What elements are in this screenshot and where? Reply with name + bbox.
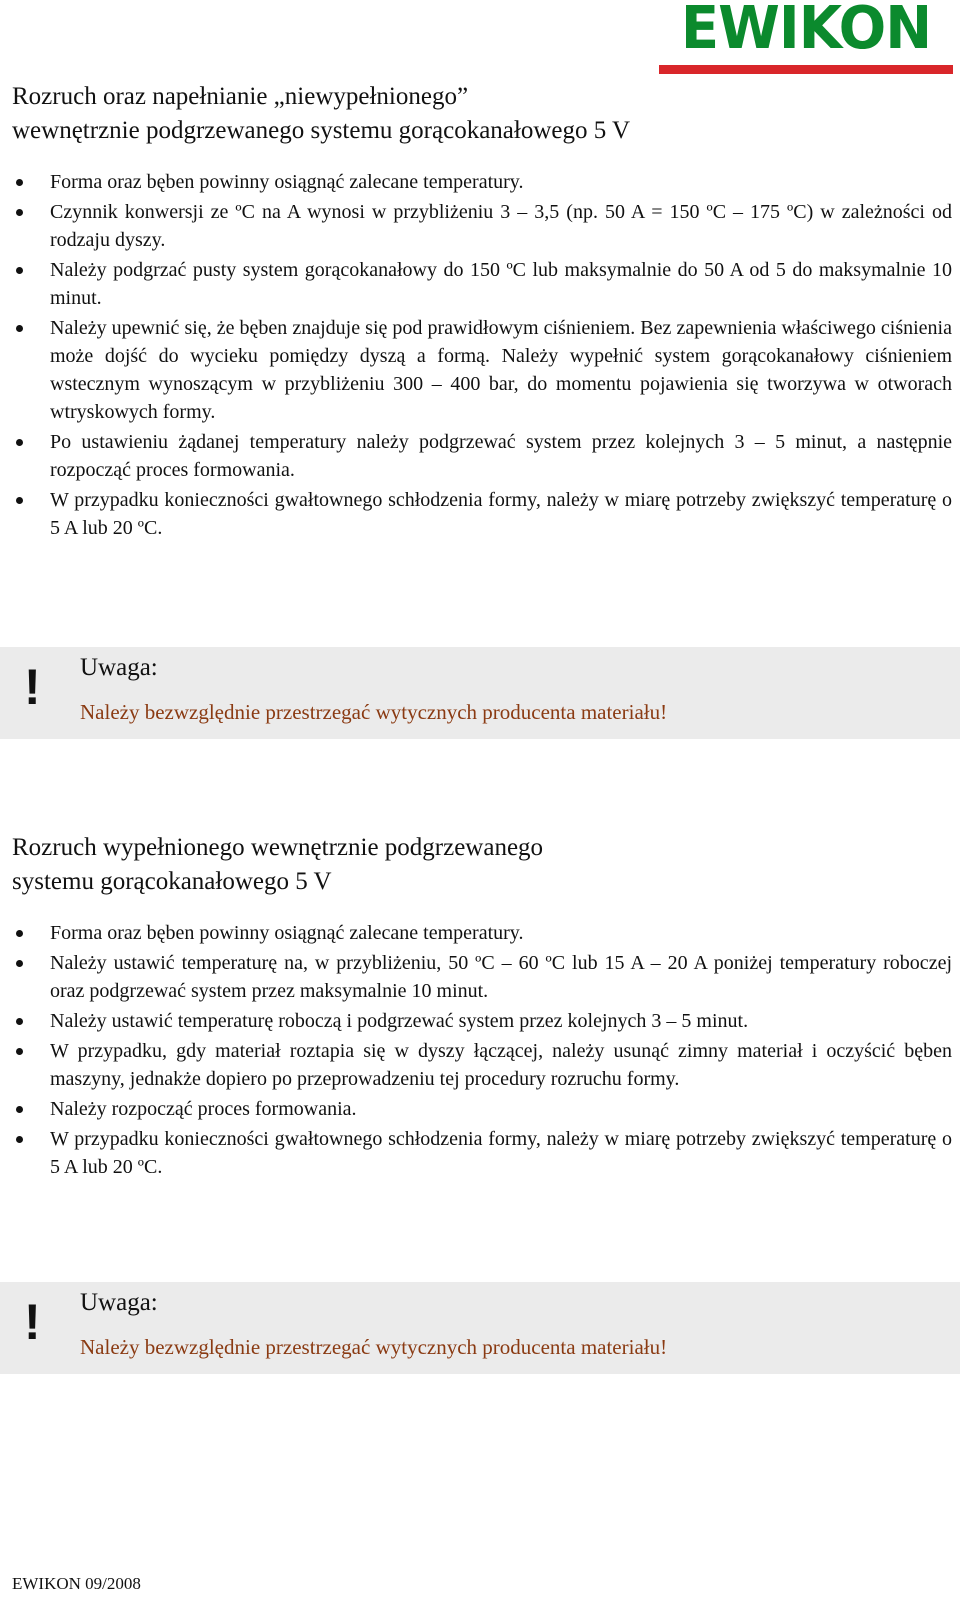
heading-line-1: Rozruch oraz napełnianie „niewypełnionego”: [12, 83, 469, 110]
list-item: [0, 1125, 960, 1181]
list-item-text: W przypadku konieczności gwałtownego schłodzenia formy, należy w miarę potrzeby zwiększyć temperaturę o 5 A lub 20 ºC.: [50, 489, 952, 539]
list-item-text: Należy ustawić temperaturę roboczą i podgrzewać system przez kolejnych 3 – 5 minut.: [50, 1010, 749, 1032]
bullet-icon: [16, 497, 23, 504]
bullet-icon: [16, 1048, 23, 1055]
section-startup-filled: [0, 831, 960, 1183]
exclamation-icon: !: [24, 659, 41, 715]
instruction-list: [0, 168, 960, 542]
section-heading: [12, 80, 960, 148]
warning-note: [0, 1282, 960, 1374]
list-item-text: Forma oraz bęben powinny osiągnąć zalecane temperatury.: [50, 171, 524, 193]
list-item: [0, 428, 960, 484]
list-item-text: Należy rozpocząć proces formowania.: [50, 1098, 357, 1120]
warning-note: [0, 647, 960, 739]
page-footer: EWIKON 09/2008: [12, 1574, 141, 1593]
list-item: [0, 168, 960, 196]
section-heading: [12, 831, 960, 899]
list-item: [0, 1007, 960, 1035]
bullet-icon: [16, 267, 23, 274]
list-item: [0, 949, 960, 1005]
note-text: Należy bezwzględnie przestrzegać wytycznych producenta materiału!: [80, 700, 668, 724]
heading-line-2: wewnętrznie podgrzewanego systemu gorącokanałowego 5 V: [12, 117, 631, 144]
bullet-icon: [16, 439, 23, 446]
list-item: [0, 919, 960, 947]
note-title: Uwaga:: [80, 654, 158, 681]
list-item: [0, 198, 960, 254]
heading-line-2: systemu gorącokanałowego 5 V: [12, 868, 332, 895]
note-text: Należy bezwzględnie przestrzegać wytycznych producenta materiału!: [80, 1335, 668, 1359]
list-item-text: Należy ustawić temperaturę na, w przybliżeniu, 50 ºC – 60 ºC lub 15 A – 20 A poniżej temperatury roboczej oraz podgrzewać system przez maksymalnie 10 minut.: [50, 952, 952, 1002]
bullet-icon: [16, 1136, 23, 1143]
bullet-icon: [16, 960, 23, 967]
list-item-text: Forma oraz bęben powinny osiągnąć zalecane temperatury.: [50, 922, 524, 944]
instruction-list: [0, 919, 960, 1181]
list-item: [0, 1037, 960, 1093]
list-item-text: Po ustawieniu żądanej temperatury należy podgrzewać system przez kolejnych 3 – 5 minut, a następnie rozpocząć proces formowania.: [50, 431, 952, 481]
bullet-icon: [16, 1018, 23, 1025]
logo-red-bar: [659, 65, 953, 74]
list-item-text: W przypadku konieczności gwałtownego schłodzenia formy, należy w miarę potrzeby zwiększyć temperaturę o 5 A lub 20 ºC.: [50, 1128, 952, 1178]
bullet-icon: [16, 179, 23, 186]
list-item-text: W przypadku, gdy materiał roztapia się w dyszy łączącej, należy usunąć zimny materiał i oczyścić bęben maszyny, jednakże dopiero po przeprowadzeniu tej procedury rozruchu formy.: [50, 1040, 952, 1090]
bullet-icon: [16, 325, 23, 332]
note-title: Uwaga:: [80, 1289, 158, 1316]
heading-line-1: Rozruch wypełnionego wewnętrznie podgrzewanego: [12, 834, 544, 861]
bullet-icon: [16, 209, 23, 216]
logo-wordmark: EWIKON: [680, 0, 932, 63]
section-startup-unfilled: [0, 80, 960, 544]
list-item-text: Należy upewnić się, że bęben znajduje się pod prawidłowym ciśnieniem. Bez zapewnienia właściwego ciśnienia może dojść do wycieku pomiędzy dyszą a formą. Należy wypełnić system gorącokanałowy ciśnieniem wstecznym wynoszącym w przybliżeniu 300 – 400 bar, do momentu pojawienia się tworzywa w otworach wtryskowych formy.: [50, 317, 952, 423]
bullet-icon: [16, 1106, 23, 1113]
list-item-text: Czynnik konwersji ze ºC na A wynosi w przybliżeniu 3 – 3,5 (np. 50 A = 150 ºC – 175 ºC) w zależności od rodzaju dyszy.: [50, 201, 952, 251]
list-item-text: Należy podgrzać pusty system gorącokanałowy do 150 ºC lub maksymalnie do 50 A od 5 do maksymalnie 10 minut.: [50, 259, 952, 309]
list-item: [0, 256, 960, 312]
list-item: [0, 1095, 960, 1123]
ewikon-logo: [659, 0, 953, 76]
list-item: [0, 486, 960, 542]
bullet-icon: [16, 930, 23, 937]
exclamation-icon: !: [24, 1294, 41, 1350]
list-item: [0, 314, 960, 426]
